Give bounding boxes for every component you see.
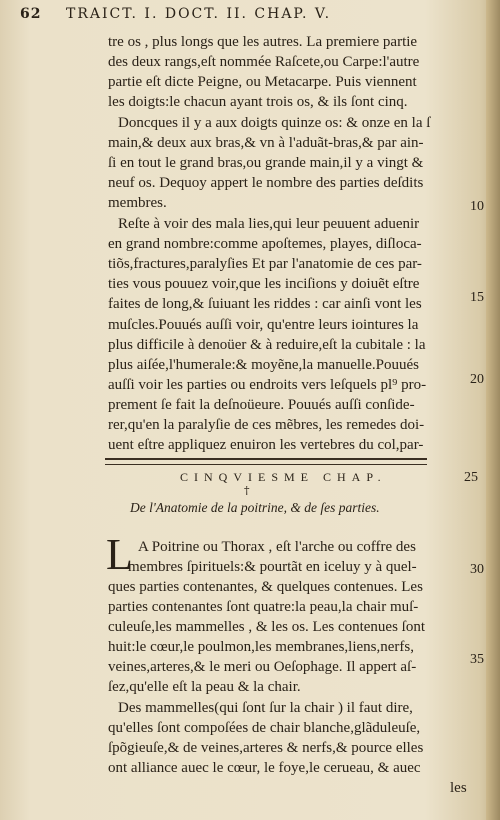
text-line: ont alliance auec le cœur, le foye,le cerueau, & auec: [108, 760, 421, 776]
text-line: plus difficile à denoüer & à reduire,eſt la cubitale : la: [108, 337, 426, 353]
text-line: faites de long,& ſuiuant les riddes : car ainſi vont les: [108, 296, 422, 312]
text-line: ties vous pouuez voir,que les inciſions y doiuẽt eſtre: [108, 276, 420, 292]
text-line: auſſi voir les parties ou endroits vers leſquels pl⁹ pro-: [108, 377, 427, 393]
margin-line-number: 25: [464, 470, 478, 485]
text-line: huit:le cœur,le poulmon,les membranes,liens,nerfs,: [108, 639, 414, 655]
text-line: muſcles.Pouués auſſi voir, qu'entre leurs iointures la: [108, 317, 419, 333]
text-line: les doigts:le chacun ayant trois os, & ils ſont cinq.: [108, 94, 408, 110]
text-line: des deux rangs,eſt nommée Raſcete,ou Carpe:l'autre: [108, 54, 420, 70]
text-line: uent eſtre appliquez enuiron les vertebres du col,par-: [108, 437, 424, 453]
ornamental-rule: [105, 458, 427, 465]
text-line: en grand nombre:comme apoſtemes, playes, diſloca-: [108, 236, 422, 252]
chapter-heading: CINQVIESME CHAP.: [180, 470, 387, 484]
text-line: ſpõgieuſe,& de veines,arteres & nerfs,& pource elles: [108, 740, 424, 756]
ornament-mark: †: [244, 484, 250, 497]
text-line: membres ſpirituels:& pourtãt en iceluy y à quel-: [128, 559, 417, 575]
book-spine-edge: [486, 0, 500, 820]
margin-line-number: 20: [470, 372, 484, 387]
text-line: main,& deux aux bras,& vn à l'aduãt-bras,& par ain-: [108, 135, 424, 151]
text-line: ſi en tout le grand bras,ou grande main,il y a vingt &: [108, 155, 424, 171]
text-line: qu'elles ſont compoſées de chair blanche,glãduleuſe,: [108, 720, 421, 736]
text-line: neuf os. Dequoy appert le nombre des parties deſdits: [108, 175, 424, 191]
text-line: ques parties contenantes, & quelques contenues. Les: [108, 579, 423, 595]
text-line: Des mammelles(qui ſont ſur la chair ) il faut dire,: [118, 700, 413, 716]
page-number: 62: [20, 6, 42, 22]
margin-line-number: 15: [470, 290, 484, 305]
text-line: membres.: [108, 195, 167, 211]
text-line: tiõs,fractures,paralyſies Et par l'anatomie de ces par-: [108, 256, 422, 272]
text-line: plus aiſée,l'humerale:& moyẽne,la manuelle.Pouués: [108, 357, 419, 373]
text-line: partie eſt dicte Peigne, ou Metacarpe. Puis viennent: [108, 74, 417, 90]
margin-line-number: 30: [470, 562, 484, 577]
text-line: veines,arteres,& le meri ou Oeſophage. Il appert aſ-: [108, 659, 417, 675]
text-line: rer,qu'en la paralyſie de ces mẽbres, les remedes doi-: [108, 417, 425, 433]
chapter-title: De l'Anatomie de la poitrine, & de ſes parties.: [130, 500, 380, 515]
text-line: culeuſe,les mammelles , & les os. Les contenues ſont: [108, 619, 426, 635]
text-line: Doncques il y a aux doigts quinze os: & onze en la ſ: [118, 115, 431, 131]
text-line: ſez,qu'elle eſt la peau & la chair.: [108, 679, 301, 695]
running-title: TRAICT. I. DOCT. II. CHAP. V.: [66, 6, 332, 22]
catchword: les: [450, 780, 467, 796]
page-header: [20, 6, 480, 24]
text-line: A Poitrine ou Thorax , eſt l'arche ou coffre des: [138, 539, 416, 555]
text-line: prement ſe fait la deſnoüeure. Pouués auſſi conſide-: [108, 397, 415, 413]
text-line: Reſte à voir des mala lies,qui leur peuuent aduenir: [118, 216, 420, 232]
text-line: parties contenantes ſont quatre:la peau,la chair muſ-: [108, 599, 419, 615]
margin-line-number: 10: [470, 199, 484, 214]
drop-cap: L: [106, 530, 133, 579]
text-line: tre os , plus longs que les autres. La premiere partie: [108, 34, 418, 50]
margin-line-number: 35: [470, 652, 484, 667]
